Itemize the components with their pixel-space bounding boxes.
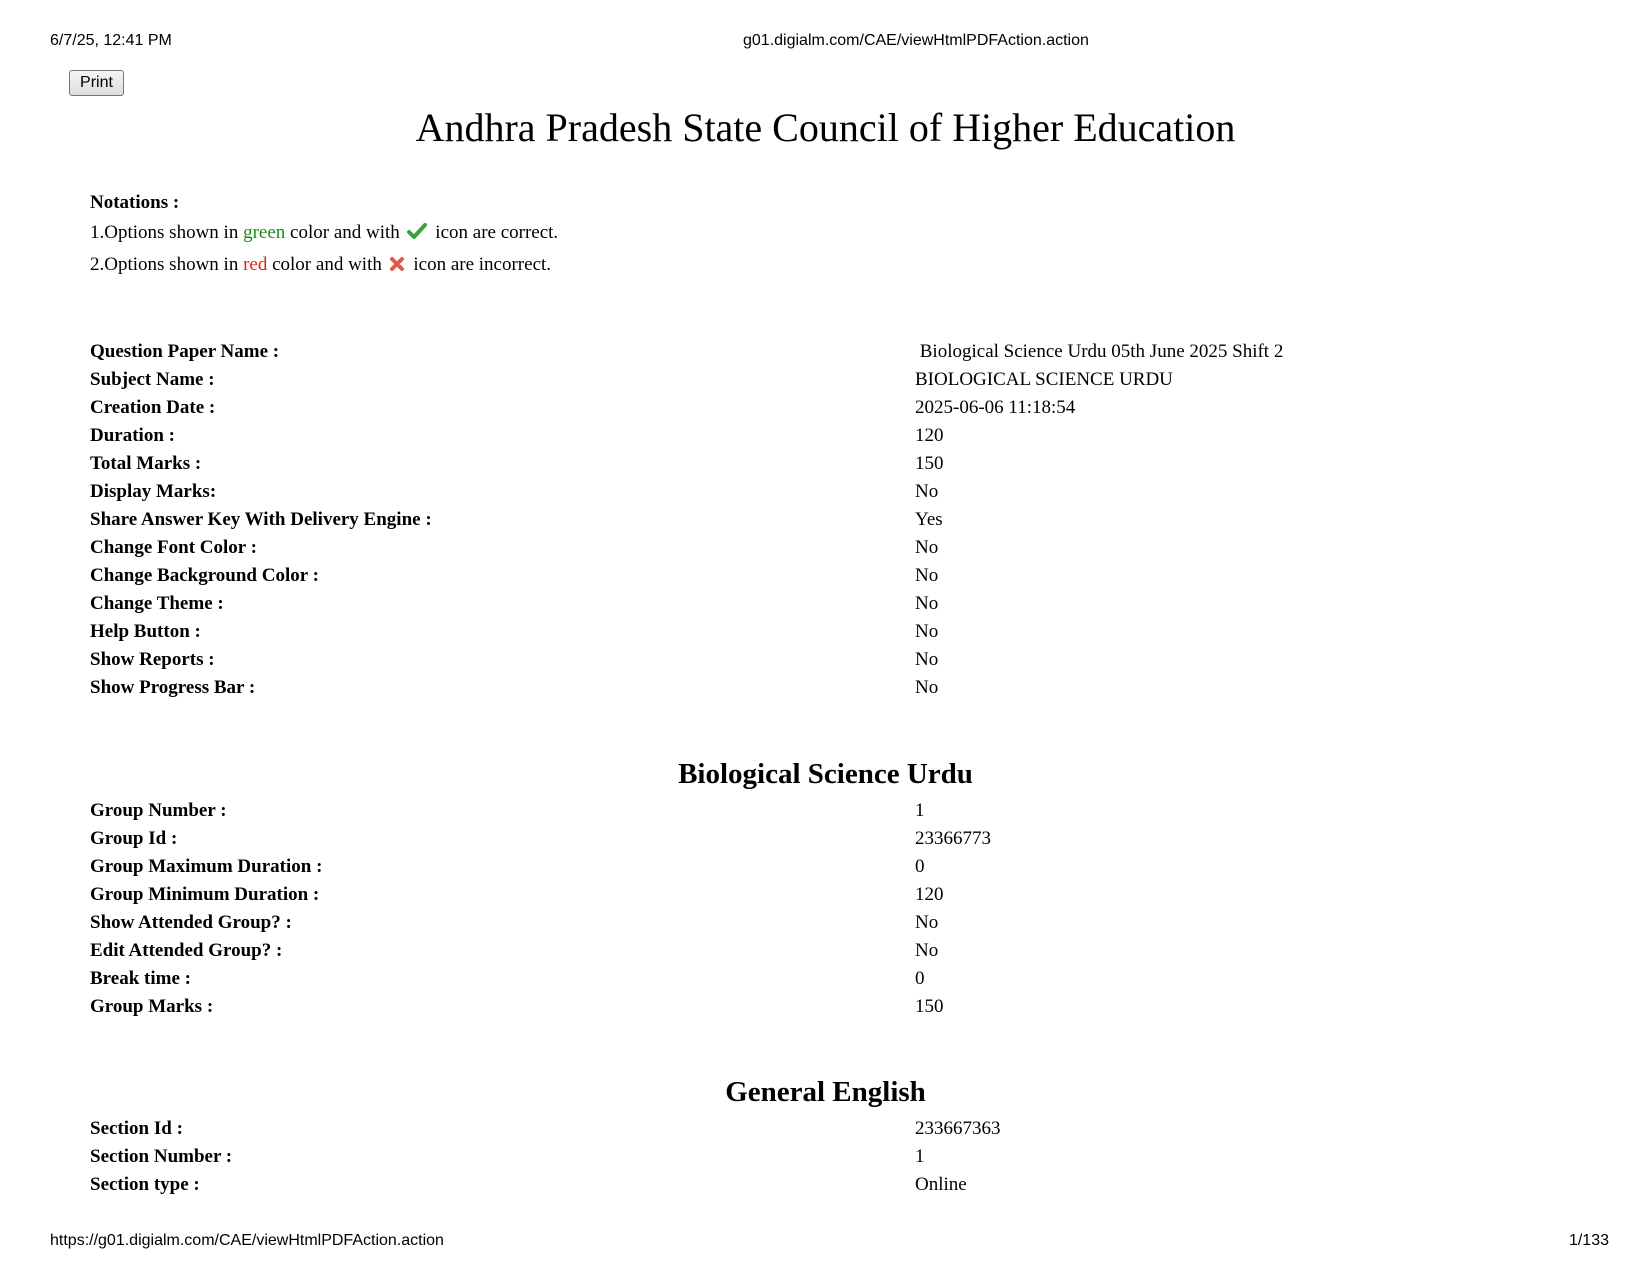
group-row [90, 797, 1540, 825]
group-label: Edit Attended Group? : [90, 940, 283, 961]
group-value: 120 [915, 884, 944, 905]
info-value: No [915, 537, 939, 558]
info-label: Help Button : [90, 621, 201, 642]
info-value: No [915, 565, 939, 586]
group-value: No [915, 940, 939, 961]
info-value: 120 [915, 425, 944, 446]
notation-incorrect [90, 250, 558, 282]
section-title: General English [725, 1076, 926, 1108]
cross-icon [389, 252, 405, 282]
section-row [90, 1171, 1540, 1199]
info-value: No [915, 649, 939, 670]
info-row [90, 366, 1540, 394]
info-value: No [915, 677, 939, 698]
notation-incorrect-suffix: icon are incorrect. [408, 254, 552, 275]
info-value: No [915, 481, 939, 502]
section-row [90, 1115, 1540, 1143]
info-label: Show Reports : [90, 649, 215, 670]
group-row [90, 909, 1540, 937]
info-label: Show Progress Bar : [90, 677, 256, 698]
notation-incorrect-prefix: 2.Options shown in [90, 254, 244, 275]
info-label: Display Marks: [90, 481, 217, 502]
section-value: Online [915, 1174, 967, 1195]
info-value: 2025-06-06 11:18:54 [915, 397, 1076, 418]
print-button[interactable]: Print [69, 70, 124, 96]
info-row [90, 618, 1540, 646]
section-row [90, 1143, 1540, 1171]
group-label: Group Number : [90, 800, 227, 821]
group-title: Biological Science Urdu [678, 758, 973, 790]
notations-heading: Notations : [90, 192, 180, 213]
paper-info-table [90, 338, 1540, 702]
notation-correct-prefix: 1.Options shown in [90, 222, 244, 243]
group-value: 1 [915, 800, 925, 821]
notations-block [90, 188, 558, 282]
group-row [90, 965, 1540, 993]
section-value: 233667363 [915, 1118, 1001, 1139]
group-row [90, 853, 1540, 881]
group-label: Group Minimum Duration : [90, 884, 320, 905]
info-value: 150 [915, 453, 944, 474]
info-label: Subject Name : [90, 369, 215, 390]
notation-correct-color-word: green [243, 222, 286, 243]
info-row [90, 562, 1540, 590]
info-row [90, 646, 1540, 674]
info-row [90, 590, 1540, 618]
info-label: Change Background Color : [90, 565, 319, 586]
info-label: Change Theme : [90, 593, 224, 614]
section-value: 1 [915, 1146, 925, 1167]
page-indicator: 1/133 [1568, 1232, 1609, 1249]
group-label: Break time : [90, 968, 191, 989]
info-row [90, 450, 1540, 478]
info-value: Yes [915, 509, 943, 530]
info-value: Biological Science Urdu 05th June 2025 Shift 2 [915, 341, 1284, 362]
notation-incorrect-color-word: red [243, 254, 268, 275]
section-label: Section Id : [90, 1118, 183, 1139]
info-label: Creation Date : [90, 397, 216, 418]
section-label: Section Number : [90, 1146, 233, 1167]
notation-incorrect-middle: color and with [267, 254, 387, 275]
check-icon [407, 220, 427, 250]
info-value: No [915, 621, 939, 642]
group-value: 150 [915, 996, 944, 1017]
group-value: 0 [915, 856, 925, 877]
group-value: 0 [915, 968, 925, 989]
page-title: Andhra Pradesh State Council of Higher Education [415, 105, 1236, 150]
group-row [90, 993, 1540, 1021]
group-label: Group Id : [90, 828, 178, 849]
group-value: No [915, 912, 939, 933]
info-row [90, 394, 1540, 422]
info-value: BIOLOGICAL SCIENCE URDU [915, 369, 1173, 390]
info-label: Question Paper Name : [90, 341, 280, 362]
notation-correct [90, 218, 558, 250]
info-label: Share Answer Key With Delivery Engine : [90, 509, 432, 530]
group-label: Group Maximum Duration : [90, 856, 323, 877]
info-label: Duration : [90, 425, 175, 446]
section-info-table [90, 1115, 1540, 1199]
info-row [90, 674, 1540, 702]
info-row [90, 506, 1540, 534]
group-label: Show Attended Group? : [90, 912, 292, 933]
info-row [90, 422, 1540, 450]
info-row [90, 338, 1540, 366]
info-row [90, 534, 1540, 562]
group-value: 23366773 [915, 828, 991, 849]
print-datetime: 6/7/25, 12:41 PM [50, 32, 172, 49]
info-value: No [915, 593, 939, 614]
notation-correct-suffix: icon are correct. [430, 222, 559, 243]
info-label: Change Font Color : [90, 537, 257, 558]
info-label: Total Marks : [90, 453, 202, 474]
info-row [90, 478, 1540, 506]
group-row [90, 937, 1540, 965]
print-header-url: g01.digialm.com/CAE/viewHtmlPDFAction.action [743, 32, 1089, 49]
notation-correct-middle: color and with [285, 222, 405, 243]
print-footer-url: https://g01.digialm.com/CAE/viewHtmlPDFAction.action [50, 1232, 444, 1249]
group-info-table [90, 797, 1540, 1021]
section-label: Section type : [90, 1174, 200, 1195]
group-row [90, 825, 1540, 853]
group-row [90, 881, 1540, 909]
group-label: Group Marks : [90, 996, 214, 1017]
